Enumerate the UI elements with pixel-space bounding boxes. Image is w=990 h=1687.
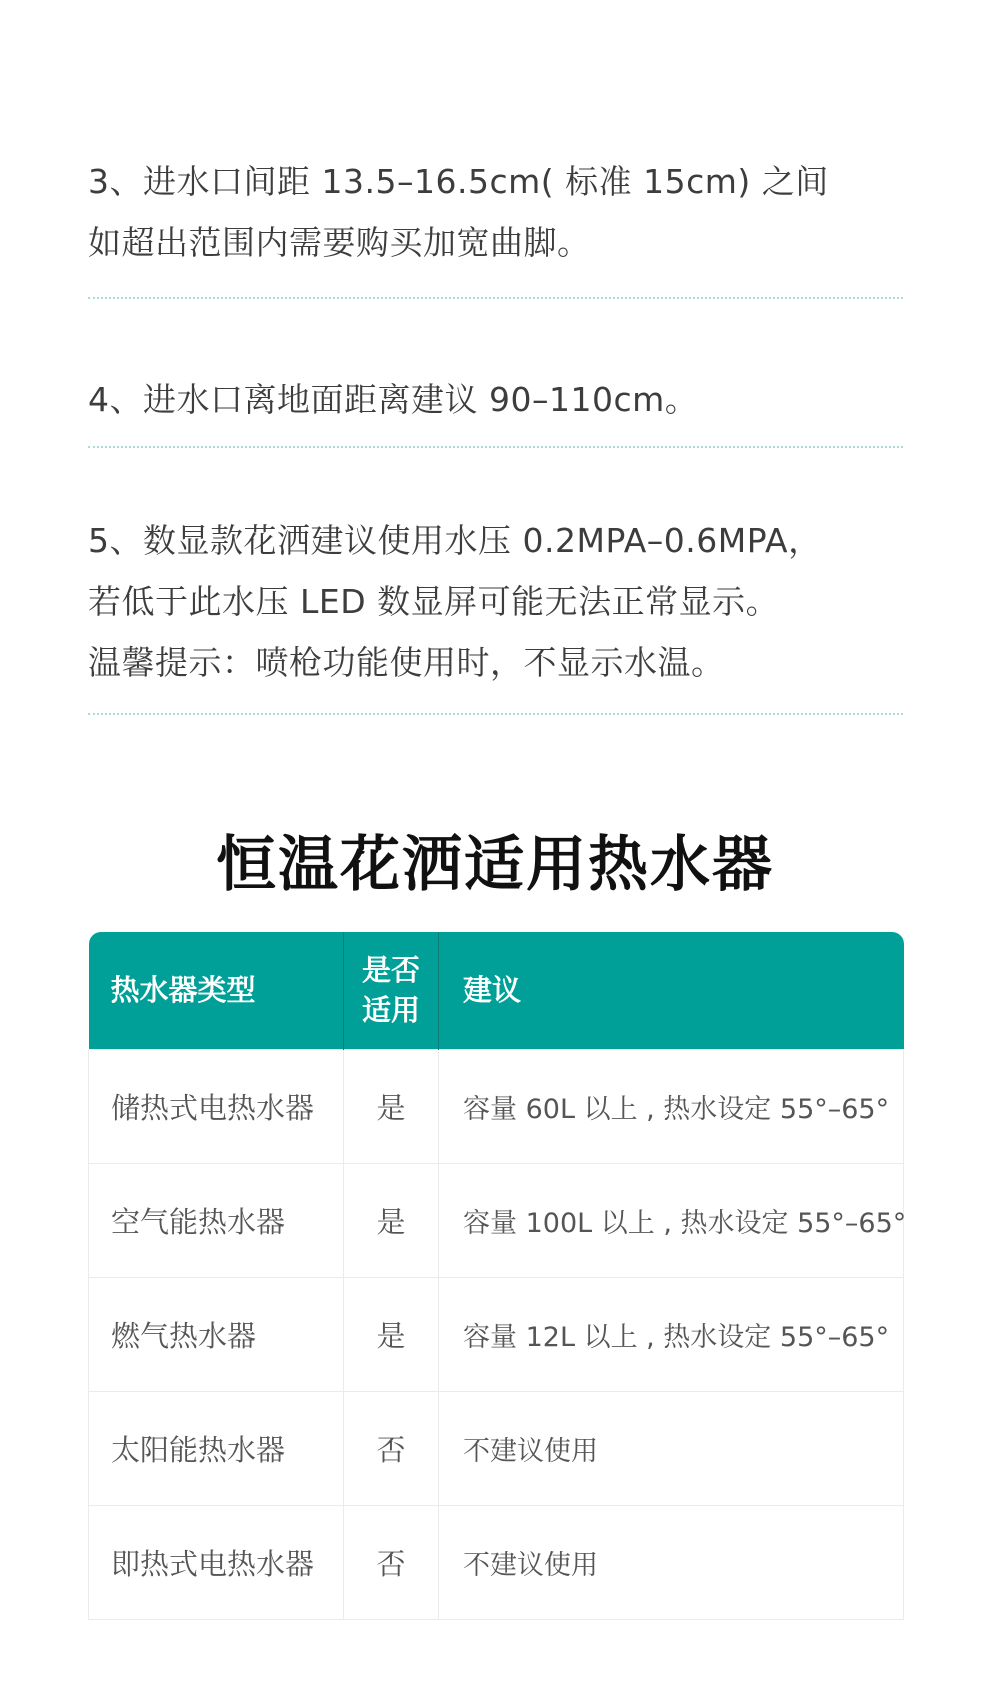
cell-heater-type: 燃气热水器 bbox=[89, 1277, 344, 1391]
header-applicable-line: 是否 bbox=[361, 953, 420, 988]
section-title: 恒温花洒适用热水器 bbox=[216, 830, 774, 900]
cell-applicable: 否 bbox=[344, 1505, 439, 1619]
header-applicable-line: 适用 bbox=[361, 993, 420, 1028]
cell-applicable: 是 bbox=[344, 1277, 439, 1391]
cell-advice: 不建议使用 bbox=[439, 1391, 904, 1505]
header-advice: 建议 bbox=[463, 973, 522, 1008]
dotted-divider bbox=[88, 713, 903, 715]
note-5-water-pressure bbox=[88, 510, 903, 693]
note-line: 5、数显款花洒建议使用水压 0.2MPA–0.6MPA， bbox=[88, 521, 822, 560]
table-row bbox=[89, 1391, 904, 1505]
note-line: 4、进水口离地面距离建议 90–110cm。 bbox=[88, 380, 699, 419]
cell-advice: 不建议使用 bbox=[439, 1505, 904, 1619]
note-3-inlet-spacing bbox=[88, 151, 903, 273]
table-header-row bbox=[89, 932, 904, 1049]
cell-heater-type: 空气能热水器 bbox=[89, 1163, 344, 1277]
cell-heater-type: 太阳能热水器 bbox=[89, 1391, 344, 1505]
note-line: 温馨提示：喷枪功能使用时，不显示水温。 bbox=[88, 643, 725, 682]
note-line: 3、进水口间距 13.5–16.5cm( 标准 15cm) 之间 bbox=[88, 162, 829, 201]
note-4-inlet-height bbox=[88, 369, 903, 430]
cell-heater-type: 即热式电热水器 bbox=[89, 1505, 344, 1619]
cell-applicable: 是 bbox=[344, 1049, 439, 1163]
table-row bbox=[89, 1277, 904, 1391]
cell-applicable: 是 bbox=[344, 1163, 439, 1277]
compatibility-table bbox=[88, 932, 907, 1620]
dotted-divider bbox=[88, 297, 903, 299]
water-heater-table bbox=[88, 932, 907, 1620]
dotted-divider bbox=[88, 446, 903, 448]
header-applicable bbox=[344, 932, 439, 1049]
table-row bbox=[89, 1505, 904, 1619]
cell-heater-type: 储热式电热水器 bbox=[89, 1049, 344, 1163]
table-row bbox=[89, 1163, 904, 1277]
table-row bbox=[89, 1049, 904, 1163]
cell-applicable: 否 bbox=[344, 1391, 439, 1505]
cell-advice: 容量 60L 以上 , 热水设定 55°–65° bbox=[439, 1049, 904, 1163]
cell-advice: 容量 100L 以上 , 热水设定 55°–65° bbox=[439, 1163, 904, 1277]
note-line: 如超出范围内需要购买加宽曲脚。 bbox=[88, 223, 591, 262]
header-heater-type: 热水器类型 bbox=[89, 932, 344, 1049]
note-line: 若低于此水压 LED 数显屏可能无法正常显示。 bbox=[88, 582, 780, 621]
cell-advice: 容量 12L 以上 , 热水设定 55°–65° bbox=[439, 1277, 904, 1391]
